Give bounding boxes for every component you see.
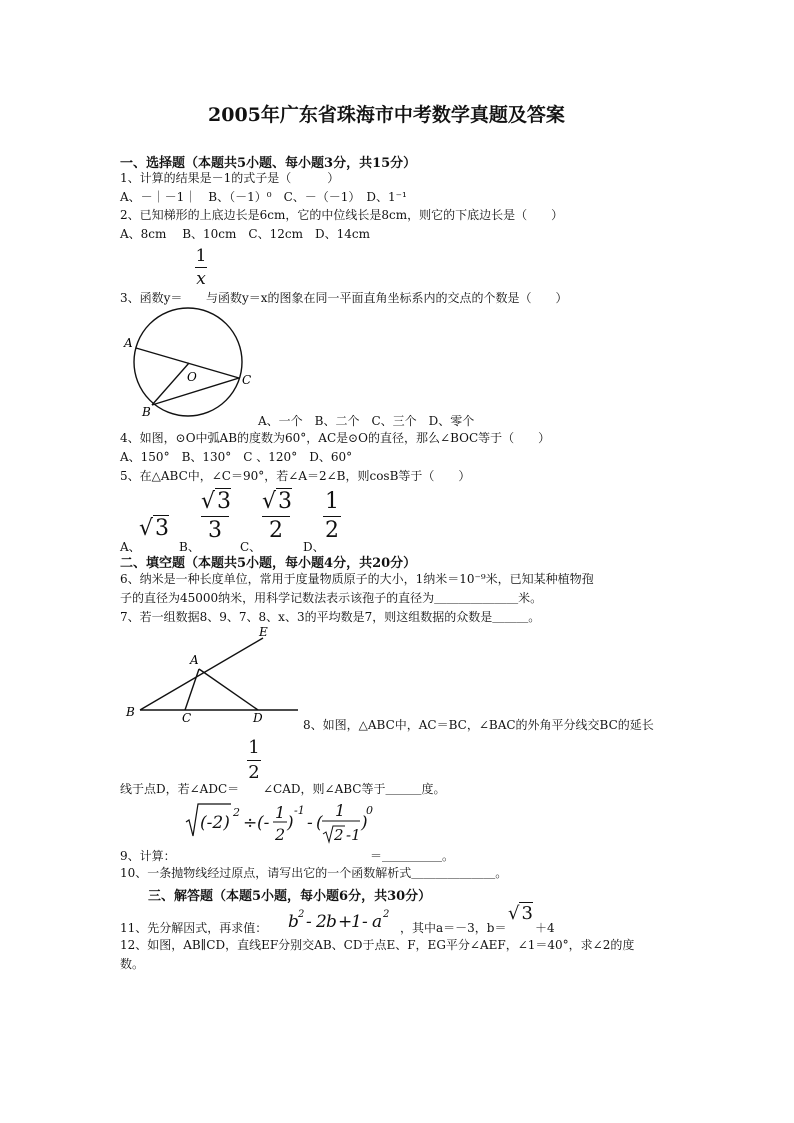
fraction-numerator: √3 <box>201 488 229 517</box>
svg-text:1: 1 <box>275 803 286 822</box>
svg-text:(-2): (-2) <box>200 813 230 833</box>
question-11-prefix: 11、先分解因式，再求值： <box>120 921 268 935</box>
question-5: 5、在△ABC中，∠C＝90°，若∠A＝2∠B，则cosB等于（ ） <box>120 469 471 483</box>
fraction-denominator: 3 <box>208 518 222 543</box>
question-8-line-2-suffix: ∠CAD，则∠ABC等于＿＿＿度。 <box>263 782 446 796</box>
question-7: 7、若一组数据8、9、7、8、x、3的平均数是7，则这组数据的众数是＿＿＿。 <box>120 610 541 624</box>
question-9-answer-blank: ＝＿＿＿＿＿。 <box>370 849 455 863</box>
svg-text:0: 0 <box>366 804 373 817</box>
option-d-fraction <box>323 488 341 545</box>
svg-text:÷: ÷ <box>243 813 258 833</box>
fraction-numerator: 1 <box>247 736 261 761</box>
label-a: A <box>124 336 133 350</box>
question-6-line-2: 子的直径为45000纳米，用科学记数法表示该孢子的直径为＿＿＿＿＿＿＿米。 <box>120 591 543 605</box>
question-1: 1、计算的结果是－1的式子是（ ） <box>120 171 340 185</box>
question-6-line-1: 6、纳米是一种长度单位，常用于度量物质原子的大小，1纳米＝10⁻⁹米，已知某种植物孢 <box>120 572 594 586</box>
svg-text:-: - <box>306 912 312 932</box>
radicand: 3 <box>278 489 293 514</box>
label-a: A <box>190 653 199 667</box>
question-11-middle: ，其中a＝－3，b＝ <box>400 921 507 935</box>
question-11-sqrt3: √ 3 <box>508 903 533 924</box>
label-e: E <box>259 625 268 639</box>
option-b-label: B、 <box>179 540 200 554</box>
question-1-options: A、－｜－1｜ B、（－1）⁰ C、－（－1） D、1⁻¹ <box>120 190 407 204</box>
triangle-figure <box>118 624 300 724</box>
label-b: B <box>142 405 151 417</box>
section-heading-choice: 一、选择题（本题共5小题、每小题3分，共15分） <box>120 156 417 171</box>
question-11-tail: ＋4 <box>535 921 555 935</box>
question-2-options: A、8cm B、10cm C、12cm D、14cm <box>120 227 370 241</box>
fraction-numerator: 1 <box>195 246 207 266</box>
question-4-options: A、150° B、130° C 、120° D、60° <box>120 450 353 464</box>
svg-text:2: 2 <box>383 909 390 920</box>
fraction-denominator: x <box>196 269 206 289</box>
section-heading-fill: 二、填空题（本题共5小题，每小题4分，共20分） <box>120 556 417 571</box>
fraction-denominator: 2 <box>269 518 283 543</box>
label-c: C <box>182 711 192 724</box>
label-d: D <box>253 711 263 724</box>
question-10: 10、一条抛物线经过原点，请写出它的一个函数解析式＿＿＿＿＿＿＿。 <box>120 866 508 880</box>
option-a-sqrt3: √3 <box>139 516 170 541</box>
question-2: 2、已知梯形的上底边长是6cm，它的中位线长是8cm，则它的下底边长是（ ） <box>120 208 564 222</box>
question-11-expression <box>288 905 403 935</box>
label-o: O <box>187 370 197 384</box>
radicand: 3 <box>155 516 170 541</box>
label-c: C <box>242 373 252 387</box>
question-4: 4、如图，⊙O中弧AB的度数为60°，AC是⊙O的直径，那么∠BOC等于（ ） <box>120 431 551 445</box>
svg-text:2: 2 <box>298 909 305 920</box>
option-c-fraction <box>262 488 293 545</box>
fraction-numerator: 1 <box>323 488 341 517</box>
svg-text:-1: -1 <box>294 804 305 817</box>
circle-figure <box>118 305 253 417</box>
question-8-line-1: 8、如图，△ABC中，AC＝BC，∠BAC的外角平分线交BC的延长 <box>303 718 654 732</box>
option-a-label: A、 <box>120 540 141 554</box>
svg-text:): ) <box>287 813 294 833</box>
svg-text:+: + <box>338 912 353 932</box>
svg-text:): ) <box>361 813 368 833</box>
segment-ad <box>199 669 258 710</box>
svg-text:b: b <box>288 912 299 932</box>
section-heading-solve: 三、解答题（本题5小题，每小题6分，共30分） <box>148 889 432 904</box>
page-title: 2005年广东省珠海市中考数学真题及答案 <box>208 104 565 126</box>
svg-text:b: b <box>326 912 337 932</box>
svg-text:(-: (- <box>257 813 270 833</box>
option-d-label: D、 <box>303 540 325 554</box>
svg-text:-1: -1 <box>346 826 361 844</box>
question-12-line-1: 12、如图，AB∥CD，直线EF分别交AB、CD于点E、F，EG平分∠AEF，∠1＝40°，求∠2的度 <box>120 938 635 952</box>
option-c-label: C、 <box>240 540 262 554</box>
question-3-fraction <box>195 245 207 290</box>
option-b-fraction <box>201 488 232 545</box>
radicand: 3 <box>521 903 533 924</box>
radicand: 3 <box>217 489 232 514</box>
label-b: B <box>126 705 135 719</box>
question-3-suffix: 与函数y＝x的图象在同一平面直角坐标系内的交点的个数是（ ） <box>206 291 568 305</box>
svg-text:2: 2 <box>275 825 286 844</box>
svg-text:1: 1 <box>335 801 346 820</box>
svg-text:(: ( <box>316 813 323 833</box>
svg-text:-: - <box>307 813 313 833</box>
question-3-options: A、一个 B、二个 C、三个 D、零个 <box>258 414 475 428</box>
fraction-denominator: 2 <box>248 762 260 783</box>
question-8-line-2-prefix: 线于点D，若∠ADC＝ <box>120 782 240 796</box>
svg-text:1: 1 <box>351 912 362 932</box>
line-be <box>140 638 263 710</box>
question-8-fraction <box>247 736 261 785</box>
svg-text:a: a <box>372 912 383 932</box>
question-9-label: 9、计算： <box>120 849 176 863</box>
fraction-denominator: 2 <box>325 518 339 543</box>
circle-outline <box>134 308 242 416</box>
segment-ca <box>185 669 199 710</box>
svg-text:2: 2 <box>334 826 344 844</box>
fraction-numerator: √3 <box>262 488 290 517</box>
svg-text:-: - <box>362 912 368 932</box>
question-3-prefix: 3、函数y＝ <box>120 291 183 305</box>
question-9-expression <box>183 796 373 856</box>
svg-text:2: 2 <box>233 806 240 819</box>
question-12-line-2: 数。 <box>120 957 145 971</box>
svg-text:2: 2 <box>316 912 327 932</box>
